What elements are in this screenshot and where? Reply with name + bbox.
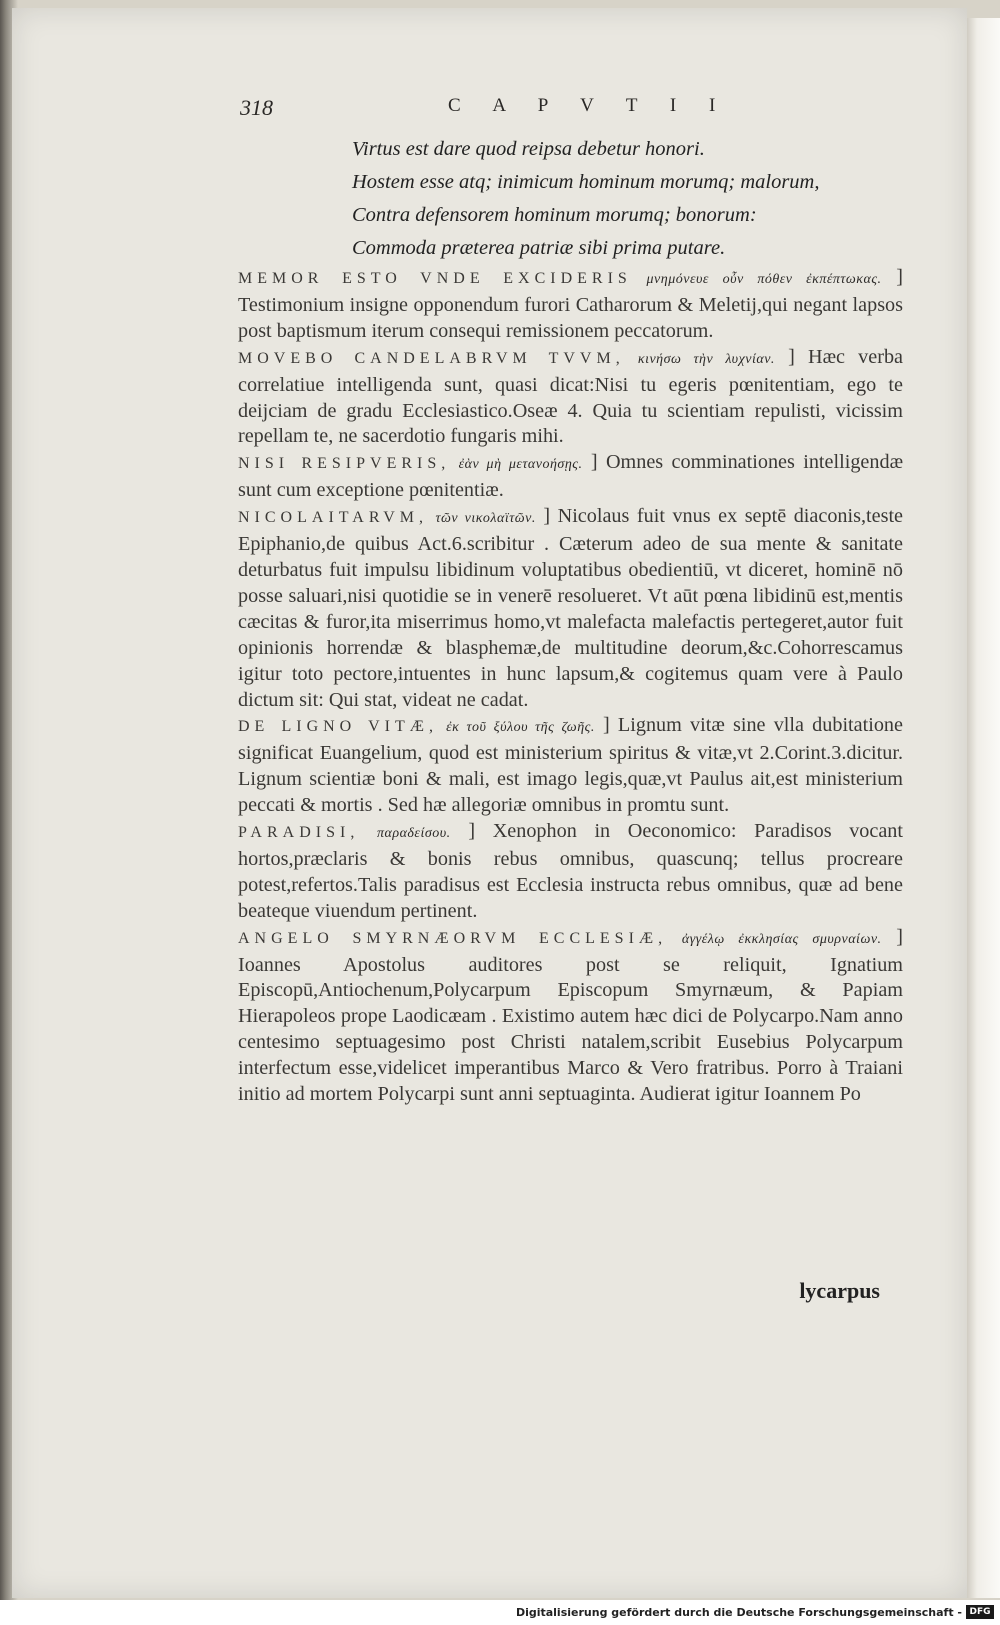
commentary-entry [238,504,903,713]
greek-text: ἐὰν μὴ μετανοήσῃς. [458,457,583,473]
verse-line: Hostem esse atq; inimicum hominum morumq; malorum, [352,171,820,193]
lemma: MOVEBO CANDELABRVM TVVM, [238,349,625,367]
greek-text: παραδείσου. [376,826,451,842]
lemma: ANGELO SMYRNÆORVM ECCLESIÆ, [238,929,668,947]
entry-text: ] Hæc verba correlatiue intelligenda sunt, quasi dicat:Nisi tu egeris pœnitentiam, ego te deijciam de gradu Ecclesiastico.Oseæ 4. Quia tu scientiam repulisti, vicissim repellam te, ne sacerdotio fungaris mihi. [238,345,903,448]
entry-text: ] Ioannes Apostolus auditores post se reliquit, Ignatium Episcopū,Antiochenum,Polycarpum Episcopum Smyrnæum, & Papiam Hierapoleos prope Laodicæam . Existimo autem hæc dici de Polycarpo.Nam anno centesimo septuagesimo post Christi natalem,scribit Eusebius Polycarpum interfectum esse,videlicet imperantibus Marco & Vero fratribus. Porro à Traiani initio ad mortem Polycarpi sunt anni septuaginta. Audierat igitur Ioannem Po [238,925,904,1106]
verse-line: Contra defensorem hominum morumq; bonorum: [352,204,757,226]
entry-text: ] Nicolaus fuit vnus ex septē diaconis,teste Epiphanio,de quibus Act.6.scribitur . Cæterum adeo de sua mente & sanitate deturbatus fuit impulsu libidinum voluptatibus obedientiū, vt diceret, hominē nō posse saluari,nisi quotidie se in venerē resolueret. Vt aūt pœna libidinū est,mentis cæcitas & furor,ita miserrimus homo,vt malefacta malefactis pertegeret,autor fuit opinionis horrendæ & blasphemæ,de multitudine deorum,&c.Cohorrescamus igitur toto pectore,intuentes in hunc lapsum,& cogitemus quam vere à Paulo dictum sit: Qui stat, videat ne cadat. [238,505,904,711]
page-edge [967,18,1000,1598]
entry-text: ] Omnes comminationes intelligendæ sunt cum exceptione pœnitentiæ. [238,451,904,502]
verse-block [352,133,912,265]
greek-text: ἐκ τοῦ ξύλου τῆς ζωῆς. [446,720,595,736]
commentary-body [238,265,903,1108]
greek-text: ἀγγέλῳ ἐκκλησίας σμυρναίων. [681,931,882,947]
verse-line: Commoda præterea patriæ sibi prima putare. [352,237,726,259]
lemma: NICOLAITARVM, [238,509,428,527]
commentary-entry [238,345,903,451]
greek-text: τῶν νικολαϊτῶν. [435,511,536,527]
entry-text: ] Testimonium insigne opponendum furori Catharorum & Meletij,qui negant lapsos post baptismum iterum consequi remissionem peccatorum. [238,266,903,342]
greek-text: μνημόνευε οὖν πόθεν ἐκπέπτωκας. [646,272,882,287]
commentary-entry [238,925,903,1108]
commentary-entry [238,265,903,345]
digitization-credit: Digitalisierung gefördert durch die Deutsche Forschungsgemeinschaft - [515,1606,962,1619]
commentary-entry [238,713,903,819]
dfg-logo-icon: DFG [966,1605,994,1619]
greek-text: κινήσω τὴν λυχνίαν. [637,351,775,367]
lemma: DE LIGNO VITÆ, [238,718,438,736]
lemma: NISI RESIPVERIS, [238,455,451,473]
page-number: 318 [240,95,273,120]
entry-text: ] Xenophon in Oeconomico: Paradisos vocant hortos,præclaris & bonis rebus omnibus, quascunq; tellus procreare potest,refertos.Talis paradisus est Ecclesia instructa rebus omnibus, quæ ad bene beateque viuendum pertinent. [238,820,904,922]
entry-text: ] Lignum vitæ sine vlla dubitatione significat Euangelium, quod est ministerium spiritus & vitæ,vt 2.Corint.3.dicitur. Lignum scientiæ boni & mali, est imago legis,quæ,vt Paulus ait,est ministerium peccati & mortis . Sed hæ allegoriæ omnibus in promtu sunt. [238,714,903,817]
page-header [240,95,890,129]
lemma: PARADISI, [238,824,360,842]
commentary-entry [238,819,903,925]
verse-line: Virtus est dare quod reipsa debetur honori. [352,138,705,160]
catchword: lycarpus [799,1278,880,1303]
commentary-entry [238,450,903,504]
running-title: C A P V T I I [448,95,730,116]
lemma: MEMOR ESTO VNDE EXCIDERIS [238,270,632,287]
